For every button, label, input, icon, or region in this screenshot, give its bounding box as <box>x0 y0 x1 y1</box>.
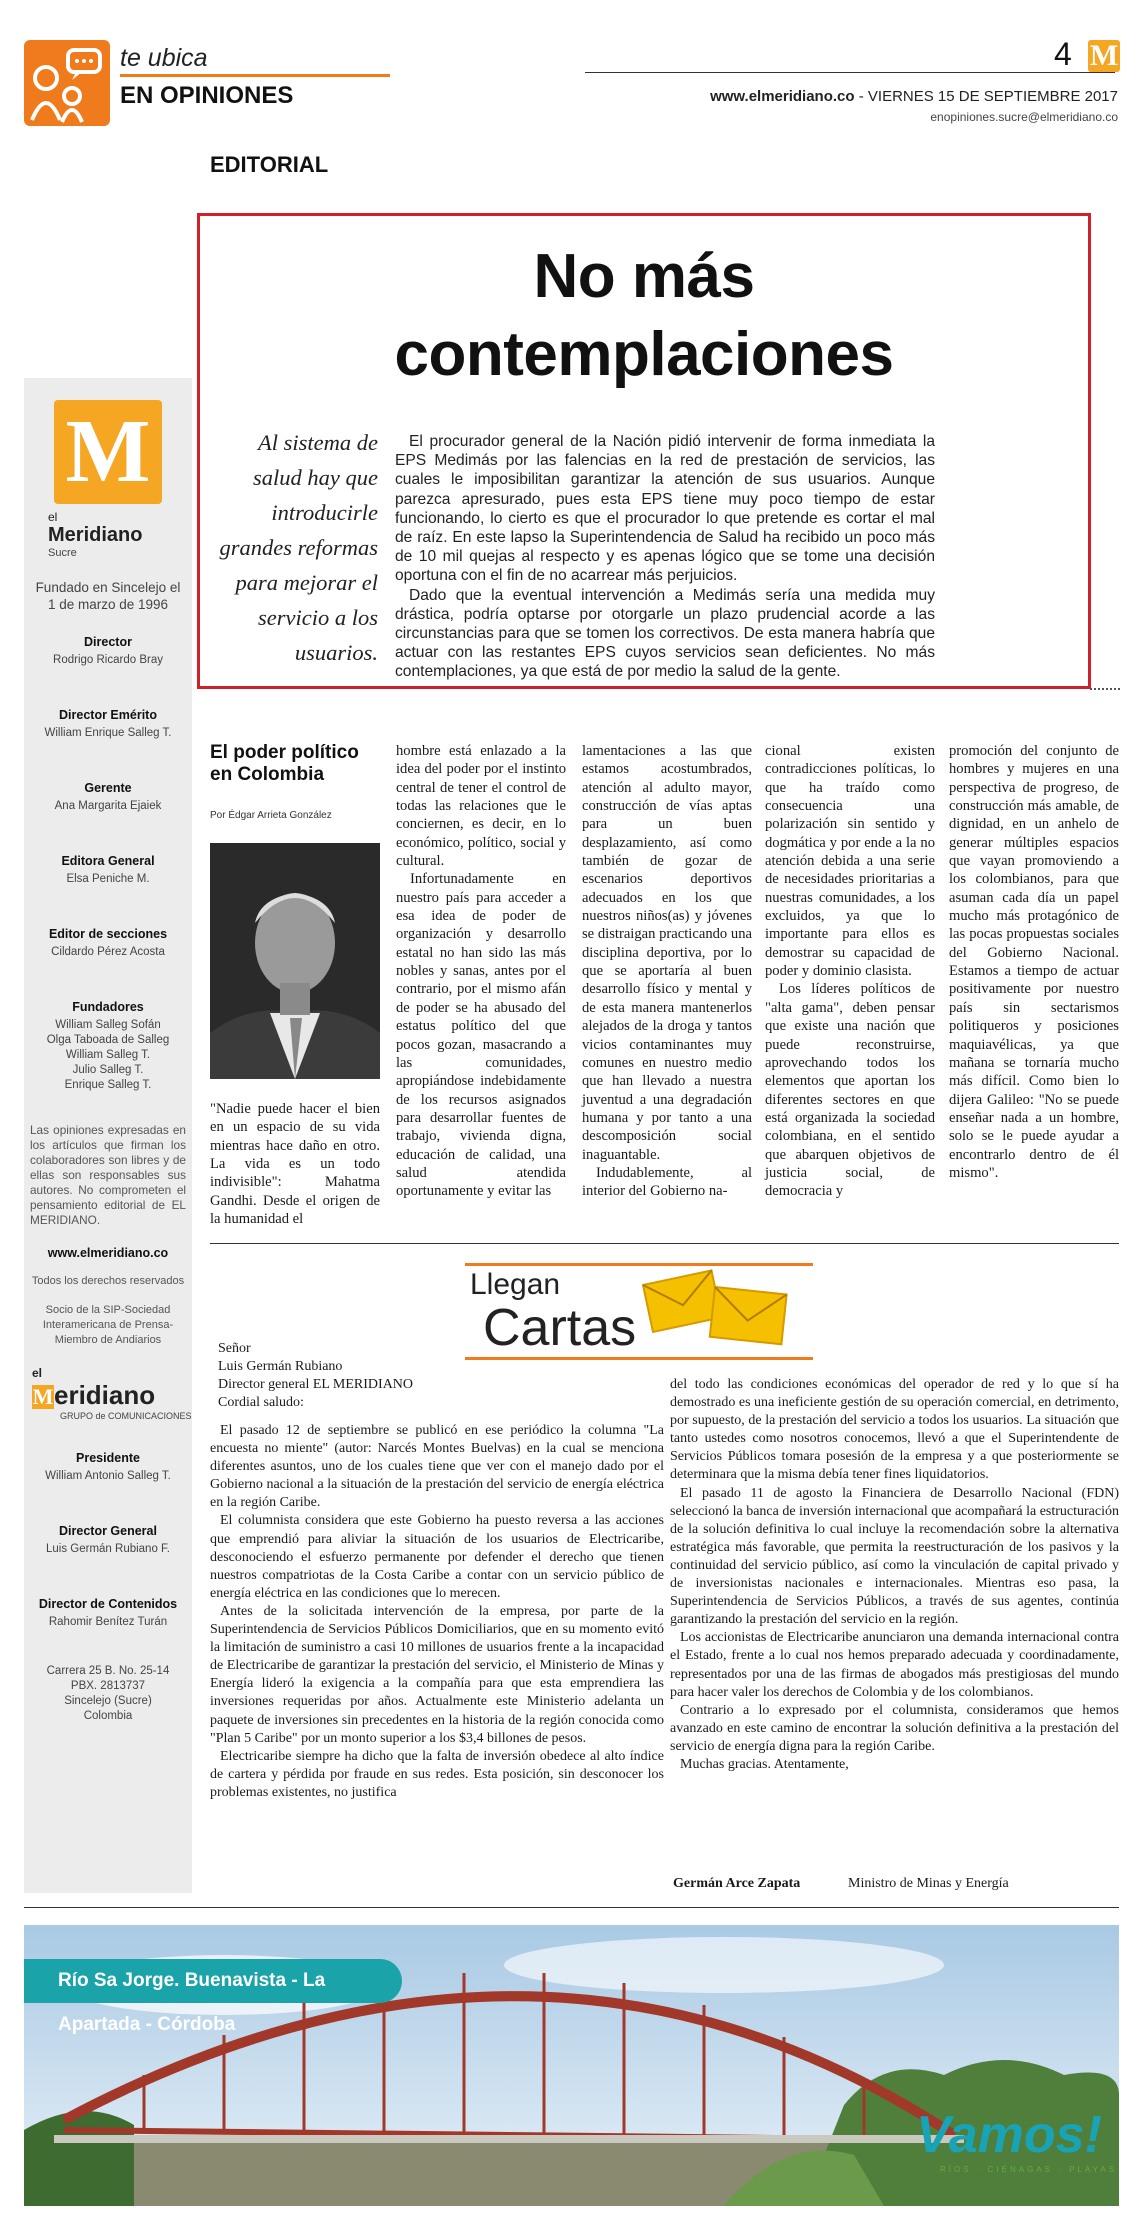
editorial-title <box>200 238 1088 394</box>
editorial-paragraph: El procurador general de la Nación pidió intervenir de forma inmediata la EPS Medimás por las falencias en la red de prestación de servicios, las cuales le imposibilitan garantizar la atención de sus usuarios. Aunque parezca apresurado, pues esta EPS tiene muy poco tiempo de estar funcionando, lo cierto es que el procurador lo que pretende es cortar el mal de raíz. En este lapso la Superintendencia de Salud ha recibido un poco más de 10 mil quejas al respecto y es apenas lógico que se tome una decisión oportuna con el fin de no acarrear más perjuicios. <box>395 433 935 585</box>
header-website[interactable]: www.elmeridiano.co <box>710 88 855 105</box>
staff-role: Director General <box>59 1524 157 1538</box>
group-el: el <box>32 1366 43 1380</box>
staff-role: Presidente <box>76 1451 140 1465</box>
sidebar-website[interactable]: www.elmeridiano.co <box>47 1246 169 1260</box>
meridiano-badge: M <box>1089 39 1119 72</box>
disclaimer: Las opiniones expresadas en los artículos que firman los colaboradores son libres y de ellas son responsables sus autores. No comprometen el pensamiento editorial de EL MERIDIANO. <box>30 1123 186 1227</box>
vamos-subtitle: RÍOS · CIÉNAGAS · PLAYAS <box>940 2165 1118 2174</box>
header-date: - VIERNES 15 DE SEPTIEMBRE 2017 <box>854 88 1118 105</box>
group-name: eridiano <box>54 1380 156 1410</box>
staff-list-2 <box>24 1451 192 1630</box>
header-web-date <box>600 88 1118 105</box>
letter-greeting: Señor Luis Germán Rubiano Director general EL MERIDIANO Cordial saludo: <box>218 1341 414 1410</box>
signature-name: Germán Arce Zapata <box>673 1876 801 1891</box>
staff-list <box>24 635 192 1093</box>
opinion-author: Por Édgar Arrieta González <box>210 810 332 821</box>
staff-name: Elsa Peniche M. <box>66 873 150 885</box>
author-photo <box>210 843 380 1079</box>
group-sub: GRUPO de COMUNICACIONES <box>60 1411 192 1421</box>
address-line: Colombia <box>83 1710 133 1722</box>
brand-el: el <box>48 510 58 524</box>
address-block <box>24 1664 192 1724</box>
opinion-column-5: promoción del conjunto de hombres y mujeres en una perspectiva de progreso, de construcción más amable, de dignidad, en un anhelo de generar múltiples espacios que vayan promoviendo a los colombianos, para que asuman cada día un papel mucho más protagónico de las pocas propuestas sociales del Gobierno Nacional. Estamos a tiempo de actuar positivamente por nuestro país sin sectarismos politiqueros y posiciones maquiavélicas, ya que mañana se tornaría mucho más difícil. Como bien lo dijera Galileo: "No se puede enseñar nada a un hombre, solo se le puede ayudar a encontrarlo dentro de él mismo". <box>949 743 1119 1181</box>
group-logo <box>24 1366 192 1421</box>
sip-text: Socio de la SIP-Sociedad Interamericana de Prensa-Miembro de Andiarios <box>42 1304 174 1346</box>
staff-role: Gerente <box>84 781 132 795</box>
editorial-subtitle: Al sistema de salud hay que introducirle grandes reformas para mejorar el servicio a los usuarios. <box>219 430 378 665</box>
people-chat-icon <box>24 40 110 126</box>
group-m: M <box>32 1384 54 1410</box>
staff-name: Luis Germán Rubiano F. <box>45 1543 170 1555</box>
opinion-title: El poder político en Colombia <box>210 742 359 785</box>
staff-role: Fundadores <box>72 1000 144 1014</box>
opinion-column-2: hombre está enlazado a la idea del poder por el instinto central de tener el control de todas las relaciones que le conciernen, es decir, en lo económico, político, social y cultural. Infortunadamente en nuestro país para acceder a esa idea de poder de organización y desarrollo estatal no han sido las más nobles y sanas, antes por el contrario, por el mismo afán de poder se ha abusado del estatus político del que pocos gozan, masacrando a las comunidades, apropiándose indebidamente de los recursos asignados para desarrollar fuentes de trabajo, vivienda digna, educación de calidad, una salud atendida oportunamente y evitar las <box>396 743 566 1200</box>
staff-name: Rodrigo Ricardo Bray <box>53 654 163 666</box>
section-underline <box>120 74 390 77</box>
staff-name: Enrique Salleg T. <box>64 1079 152 1091</box>
staff-role: Director <box>84 635 132 649</box>
meridiano-logo: M <box>54 400 162 504</box>
opinion-quote: "Nadie puede hacer el bien en un espacio de su vida mientras hace daño en otro. La vida es un todo indivisible": Mahatma Gandhi. Desde el origen de la humanidad el <box>210 1101 380 1228</box>
staff-role: Editor de secciones <box>48 927 168 941</box>
staff-role: Director Emérito <box>59 708 157 722</box>
staff-name: Cildardo Pérez Acosta <box>51 946 165 958</box>
staff-name: William Salleg T. <box>65 1049 151 1061</box>
address-line: Carrera 25 B. No. 25-14 <box>46 1665 170 1677</box>
letter-column-right: del todo las condiciones económicas del operador de red y lo que sí ha demostrado es una ineficiente gestión de su operación comercial, en detrimento, por supuesto, de la prestación del servicio a todos los usuarios. La situación que tanto ustedes como nosotros conocemos, llevó a que el Superintendente de Servicios Públicos tomara posesión de la empresa y a que posteriormente se determinara que la misma debía tener fines liquidatorios. El pasado 11 de agosto la Financiera de Desarrollo Nacional (FDN) seleccionó la banca de inversión internacional que acompañará la estructuración de la solución definitiva lo cual incluye la recomendación sobre la alternativa estratégica más favorable, que permita la reestructuración de los pasivos y la continuidad del servicio público, así como la vinculación de capital privado y de inversionistas nacionales e internacionales. Mientras eso pasa, la Superintendencia de Servicios Públicos, a través de sus agentes, continúa garantizando la prestación del servicio en la región. Los accionistas de Electricaribe anunciaron una demanda internacional contra el Estado, frente a lo cual nos hemos preparado adecuada y coordinadamente, representados por una de las firmas de abogados más prestigiosas del mundo para hacer valer los derechos de Colombia y de los colombianos. Contrario a lo expresado por el columnista, consideramos que hemos avanzado en este camino de encontrar la solución definitiva a la prestación del servicio de energía digna para la región Caribe. Muchas gracias. Atentamente, <box>670 1377 1119 1772</box>
cartas-llegan: Llegan <box>470 1268 561 1301</box>
founded-text: Fundado en Sincelejo el 1 de marzo de 1996 <box>35 580 181 612</box>
address-line: Sincelejo (Sucre) <box>64 1695 152 1707</box>
section-name: EN OPINIONES <box>120 82 294 109</box>
dotted-divider <box>1090 688 1120 690</box>
editorial-label: EDITORIAL <box>210 152 329 177</box>
route-tag: Río Sa Jorge. Buenavista - La Apartada - Córdoba <box>24 1959 402 2003</box>
staff-name: William Salleg Sofán <box>55 1019 161 1031</box>
letter-column-left: El pasado 12 de septiembre se publicó en ese periódico la columna "La encuesta no miente" (autor: Narcés Montes Buelvas) en la cual se menciona diferentes asuntos, uno de los cuales tiene que ver con el manejo dado por el Gobierno nacional a la situación de la prestación del servicio de energía eléctrica en la región Caribe. El columnista considera que este Gobierno ha puesto reversa a las acciones que emprendió para aliviar la situación de los usuarios de Electricaribe, desconociendo el esfuerzo permanente por defender el derecho que tienen nuestros compatriotas de la Costa Caribe a contar con un servicio público de energía eléctrica en las condiciones que lo merecen. Antes de la solicitada intervención de la empresa, por parte de la Superintendencia de Servicios Públicos Domiciliarios, que en su momento evitó la limitación de suministro a casi 10 millones de usuarios frente a la incapacidad de Electricaribe de garantizar la prestación del servicio, el Ministerio de Minas y Energía lideró la exigencia a la compañía para que esta emprendiera las inversiones requeridas por años. Actualmente este Ministerio adelanta un paquete de inversiones sin precedentes en la historia de la región conocida como "Plan 5 Caribe" por un monto superior a los $3,4 billones de pesos. Electricaribe siempre ha dicho que la falta de inversión obedece al alto índice de cartera y pérdida por fraude en sus redes. Esta posición, sin desconocer los problemas existentes, no justifica <box>210 1423 664 1800</box>
opinion-column-3: lamentaciones a las que estamos acostumbrados, atención al adulto mayor, construcción de vías aptas para un buen desplazamiento, así como también de gozar de escenarios deportivos adecuados en los que nuestros niños(as) y jóvenes se distraigan practicando una disciplina deportiva, por lo que se aportaría al buen desarrollo físico y mental y de esta manera mantenerlos alejados de la droga y tantos vicios contaminantes muy comunes en nuestro medio que han llevado a nuestra juventud a una degradación humana y por tanto a una descomposición social inaguantable. Indudablemente, al interior del Gobierno na- <box>582 743 752 1200</box>
header-rule <box>585 72 1115 73</box>
staff-name: Olga Taboada de Salleg <box>46 1034 170 1046</box>
staff-name: Ana Margarita Ejaiek <box>54 800 162 812</box>
masthead-sidebar <box>24 378 192 1893</box>
brand-title: Meridiano <box>48 524 143 546</box>
section-rule <box>210 1243 1119 1244</box>
signature-role: Ministro de Minas y Energía <box>848 1876 1009 1891</box>
staff-name: William Antonio Salleg T. <box>45 1470 171 1482</box>
staff-name: Rahomir Benítez Turán <box>48 1616 168 1628</box>
staff-role: Editora General <box>61 854 155 868</box>
staff-name: William Enrique Salleg T. <box>44 727 172 739</box>
address-line: PBX. 2813737 <box>70 1680 146 1692</box>
editorial-title-line2: contemplaciones <box>394 320 894 389</box>
staff-role: Director de Contenidos <box>38 1597 178 1611</box>
opinion-column-4: cional existen contradicciones políticas, lo que ha traído como consecuencia una polarización sin sentido y dogmática y por ende a la no atención debida a una serie de necesidades prioritarias a nuestras comunidades, a los excluidos, ya que lo importante para ellos es demostrar su capacidad de poder y dominio clasista. Los líderes políticos de "alta gama", deben pensar que existe una nación que puede reconstruirse, aprovechando todos los elementos que aportan los diferentes sectores en que está organizada la sociedad colombiana, en el sentido que abarquen objetivos de justicia social, de democracia y <box>765 743 935 1200</box>
editorial-paragraph: Dado que la eventual intervención a Medimás sería una medida muy drástica, podría optarse por otorgarle un plazo prudencial acorde a las circunstancias para que se tomen los correctivos. De esta manera habría que actuar con las restantes EPS cuyos servicios sean deficientes. No más contemplaciones, ya que está de por medio la salud de la gente. <box>395 586 935 681</box>
footer-rule <box>24 1907 1119 1908</box>
staff-name: Julio Salleg T. <box>72 1064 144 1076</box>
page-number: 4 <box>1054 36 1072 72</box>
section-logo <box>24 40 110 126</box>
section-kicker: te ubica <box>120 44 208 72</box>
brand-small: Sucre <box>48 547 77 559</box>
brand-name <box>48 510 192 559</box>
header-email[interactable]: enopiniones.sucre@elmeridiano.co <box>930 110 1118 124</box>
rights-text: Todos los derechos reservados <box>31 1275 185 1287</box>
vamos-logo: Vamos! <box>916 2106 1102 2164</box>
editorial-title-line1: No más <box>533 242 755 311</box>
cartas-title: Cartas <box>483 1299 637 1357</box>
editorial-body <box>395 432 935 682</box>
